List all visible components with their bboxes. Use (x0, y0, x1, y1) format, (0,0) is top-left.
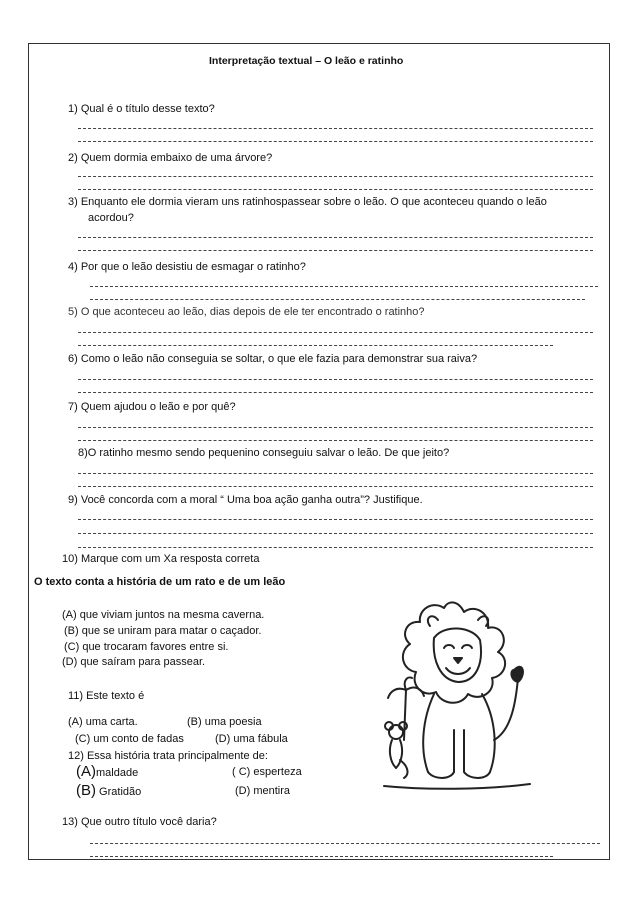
option-a[interactable] (76, 763, 138, 780)
answer-line[interactable] (78, 237, 593, 238)
question-3-cont: acordou? (88, 212, 134, 224)
answer-line[interactable] (78, 332, 593, 333)
question-6: 6) Como o leão não conseguia se soltar, o que ele fazia para demonstrar sua raiva? (68, 353, 478, 365)
answer-line[interactable] (78, 345, 553, 346)
question-7: 7) Quem ajudou o leão e por quê? (68, 401, 236, 413)
question-1: 1) Qual é o título desse texto? (68, 103, 215, 115)
question-3: 3) Enquanto ele dormia vieram uns ratinhospassear sobre o leão. O que aconteceu quando o leão (68, 196, 547, 208)
question-10: 10) Marque com um Xa resposta correta (62, 553, 260, 565)
page-title: Interpretação textual – O leão e ratinho (209, 55, 404, 67)
option-label: Gratidão (96, 786, 142, 798)
answer-line[interactable] (78, 176, 593, 177)
answer-line[interactable] (90, 299, 585, 300)
question-4: 4) Por que o leão desistiu de esmagar o ratinho? (68, 261, 306, 273)
answer-line[interactable] (78, 440, 593, 441)
answer-line[interactable] (78, 250, 593, 251)
question-13: 13) Que outro título você daria? (62, 816, 217, 828)
answer-line[interactable] (90, 856, 553, 857)
answer-line[interactable] (78, 128, 593, 129)
answer-line[interactable] (78, 427, 593, 428)
question-9: 9) Você concorda com a moral “ Uma boa ação ganha outra”? Justifique. (68, 494, 423, 506)
answer-line[interactable] (78, 189, 593, 190)
option-label: maldade (96, 767, 139, 779)
answer-line[interactable] (78, 533, 593, 534)
answer-line[interactable] (78, 379, 593, 380)
option-b[interactable] (76, 782, 141, 799)
answer-line[interactable] (90, 843, 600, 844)
lion-and-mouse-illustration (374, 590, 534, 800)
question-11: 11) Este texto é (68, 690, 145, 702)
option-c[interactable]: (C) um conto de fadas (75, 733, 184, 745)
option-d[interactable]: (D) que saíram para passear. (62, 656, 206, 668)
option-c[interactable]: (C) que trocaram favores entre si. (64, 641, 229, 653)
question-5: 5) O que aconteceu ao leão, dias depois de ele ter encontrado o ratinho? (68, 306, 425, 318)
option-b[interactable]: (B) uma poesia (187, 716, 262, 728)
answer-line[interactable] (78, 547, 593, 548)
answer-line[interactable] (78, 519, 593, 520)
question-2: 2) Quem dormia embaixo de uma árvore? (68, 152, 273, 164)
question-12: 12) Essa história trata principalmente de: (68, 750, 268, 762)
option-d[interactable]: (D) uma fábula (215, 733, 288, 745)
option-letter: (B) (76, 782, 96, 799)
answer-line[interactable] (78, 141, 593, 142)
answer-line[interactable] (78, 392, 593, 393)
question-10-stem: O texto conta a história de um rato e de um leão (34, 576, 286, 588)
option-a[interactable]: (A) que viviam juntos na mesma caverna. (62, 609, 265, 621)
option-c[interactable]: ( C) esperteza (232, 766, 302, 778)
answer-line[interactable] (78, 473, 593, 474)
option-letter: (A) (76, 763, 96, 780)
option-d[interactable]: (D) mentira (235, 785, 291, 797)
question-8: 8)O ratinho mesmo sendo pequenino conseguiu salvar o leão. De que jeito? (78, 447, 450, 459)
answer-line[interactable] (78, 486, 593, 487)
option-a[interactable]: (A) uma carta. (68, 716, 138, 728)
option-b[interactable]: (B) que se uniram para matar o caçador. (64, 625, 262, 637)
answer-line[interactable] (90, 286, 598, 287)
